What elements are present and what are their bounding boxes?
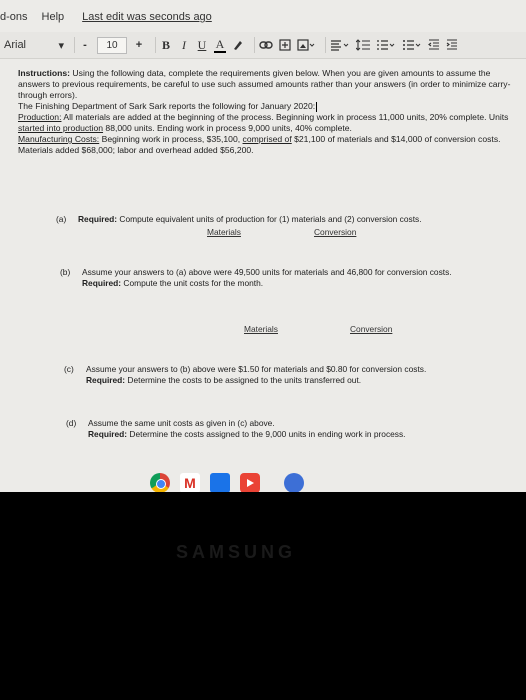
question-label: (b) (60, 267, 71, 277)
question-c: (c) Assume your answers to (b) above were $1.50 for materials and $0.80 for conversion costs. Required: Determine the costs to be assigned to the units transferred out. (64, 364, 427, 385)
divider (74, 37, 75, 53)
increase-indent-icon[interactable] (446, 36, 458, 54)
samsung-logo: SAMSUNG (176, 542, 297, 562)
font-family-dropdown[interactable] (0, 36, 64, 54)
comprised-of-link[interactable]: comprised of (242, 134, 292, 144)
highlight-icon[interactable] (232, 36, 244, 54)
menu-addons[interactable]: d-ons (0, 11, 28, 23)
manufacturing-costs-label: Manufacturing Costs: (18, 134, 100, 144)
production-paragraph: Production: All materials are added at the beginning of the process. Beginning work in process 11,000 units, 20% complete. Units started into production 88,000 units. Ending work in process 9,000 units, 40% complete. (18, 112, 509, 133)
decrease-indent-icon[interactable] (428, 36, 440, 54)
decrease-font-button[interactable]: - (83, 39, 87, 51)
instructions-paragraph (18, 68, 512, 101)
line-spacing-icon[interactable] (356, 36, 370, 54)
chevron-down-icon: ▾ (58, 39, 64, 52)
materials-column-b: Materials (244, 324, 278, 334)
instructions-label: Instructions: (18, 68, 71, 78)
browser-screen: d-ons Help Last edit was seconds ago Arial ▾ - 10 + B I U A Instructions: Using the following data, complete the requirements given below. When you are given amounts to assume the answers to previous requirements, be careful to use such assumed amounts rather than your answers (in order to minimize carry-through errors). The Finishing Department of Sark Sark reports the following for January 2020: Production: All materials are added at the beginning of the process. Beginning work in process 11,000 units, 20% complete. Units started into production 88,000 units. Ending work in process 9,000 units, 40% complete. Manufacturing Costs: Beginning work in process, $35,100, comprised of $21,100 of materials and $14,000 of conversion costs. Materials added $68,000; labor and overhead added $56,200. (a) Required: Compute equivalent units of production for (1) materials and (2) conversion costs. Materials Conversion (b) Assume your answers to (a) above were 49,500 units for materials and 46,800 for conversion costs. Required: Compute the unit costs for the month. Materials Conversion (c) Assume your answers to (b) above were $1.50 for materials and $0.80 for conversion costs. Required: Determine the costs to be assigned to the units transferred out. (d) Assume the same unit costs as given in (c) above. Required: Determine the costs assigned to the 9,000 units in ending work in process. M (0, 0, 526, 492)
menu-help[interactable]: Help (41, 11, 65, 23)
font-size-input[interactable]: 10 (97, 37, 127, 54)
increase-font-button[interactable]: + (135, 39, 143, 51)
started-into-production-link[interactable]: started into production (18, 123, 104, 133)
insert-comment-icon[interactable] (279, 36, 291, 54)
underline-button[interactable]: U (197, 37, 207, 52)
gmail-icon[interactable]: M (180, 473, 200, 492)
youtube-icon[interactable] (240, 473, 260, 492)
manufacturing-costs-paragraph: Manufacturing Costs: Beginning work in process, $35,100, comprised of $21,100 of materials and $14,000 of conversion costs. Materials added $68,000; labor and overhead added $56,200. (18, 134, 501, 155)
question-label: (c) (64, 364, 74, 374)
department-line: The Finishing Department of Sark Sark reports the following for January 2020: (18, 101, 316, 111)
checklist-icon[interactable] (376, 36, 396, 54)
taskbar-dock (150, 472, 304, 492)
menu-bar (0, 8, 226, 26)
instructions-text: Using the following data, complete the requirements given below. When you are given amounts to assume the answers to previous requirements, be careful to use such assumed amounts rather than your answers (in order to minimize carry-through errors). (18, 68, 511, 100)
font-name: Arial (4, 39, 27, 51)
italic-button[interactable]: I (182, 37, 186, 52)
formatting-toolbar (0, 32, 526, 59)
document-body[interactable] (18, 68, 512, 156)
conversion-column-a: Conversion (314, 227, 357, 237)
link-icon[interactable] (259, 36, 273, 54)
divider (155, 37, 156, 53)
text-cursor (316, 102, 317, 112)
question-label: (a) (56, 214, 67, 224)
text-color-button[interactable]: A (215, 36, 225, 51)
question-label: (d) (66, 418, 77, 428)
materials-column-a: Materials (207, 227, 241, 237)
files-icon[interactable] (284, 473, 304, 492)
divider (254, 37, 255, 53)
question-b: (b) Assume your answers to (a) above were 49,500 units for materials and 46,800 for conversion costs. Required: Compute the unit costs for the month. (60, 267, 452, 288)
last-edit-link[interactable]: Last edit was seconds ago (82, 11, 212, 23)
insert-image-icon[interactable] (297, 36, 315, 54)
bulleted-list-icon[interactable] (402, 36, 422, 54)
production-label: Production: (18, 112, 62, 122)
bold-button[interactable]: B (161, 37, 170, 52)
chrome-icon[interactable] (150, 473, 170, 492)
question-d: (d) Assume the same unit costs as given in (c) above. Required: Determine the costs assigned to the 9,000 units in ending work in process. (66, 418, 406, 439)
conversion-column-b: Conversion (350, 324, 393, 334)
docs-icon[interactable] (210, 473, 230, 492)
divider (325, 37, 326, 53)
align-icon[interactable] (330, 36, 350, 54)
